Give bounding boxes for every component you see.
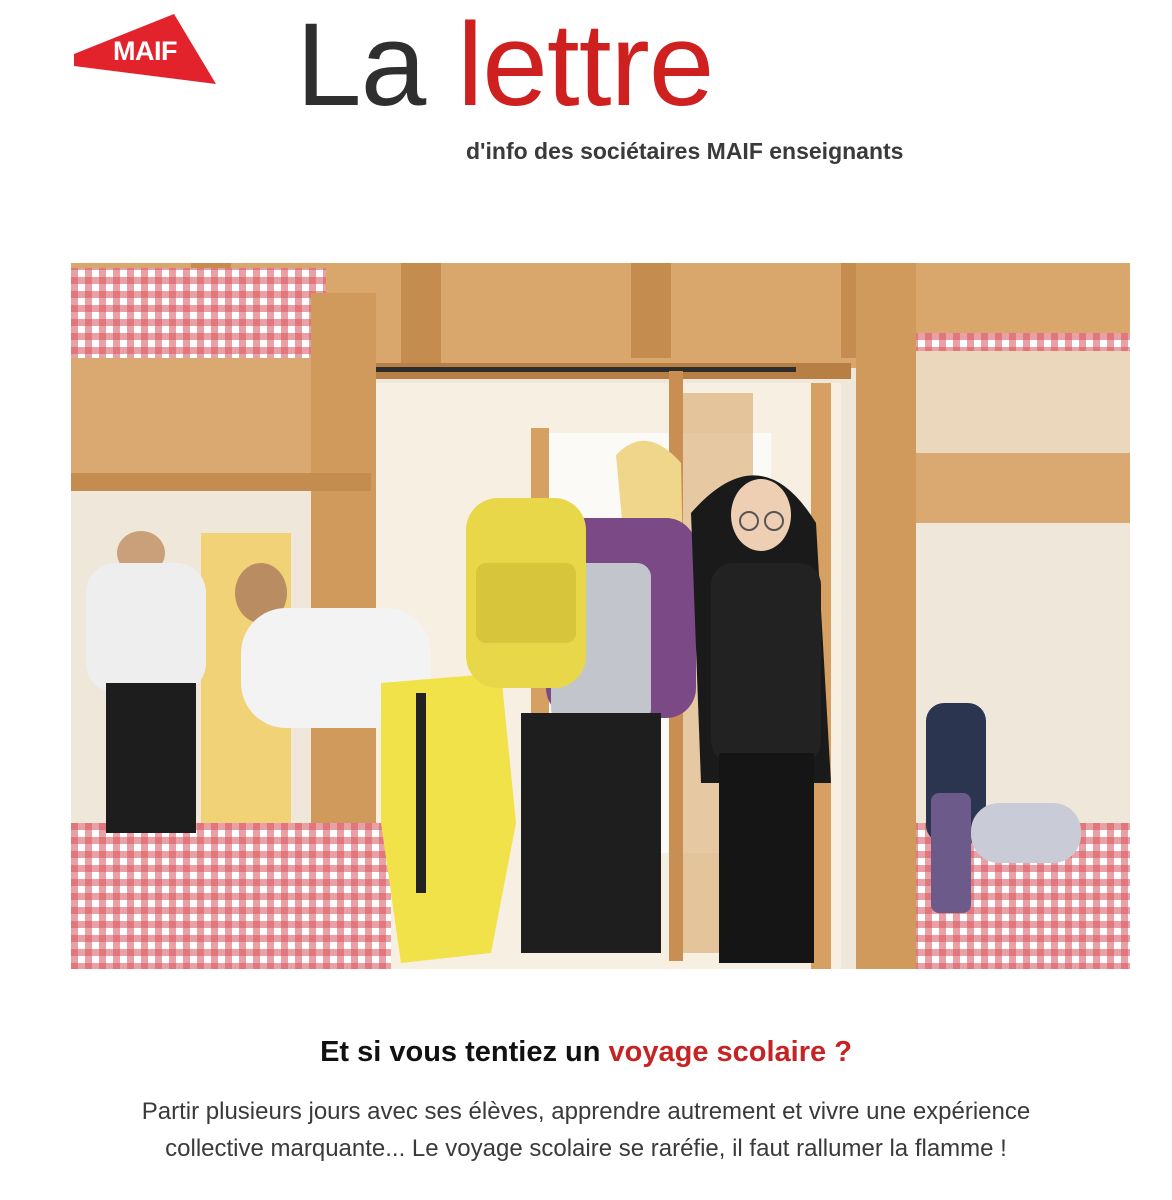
logo-text: MAIF <box>113 36 177 66</box>
headline-text: Et si vous tentiez un <box>320 1036 609 1068</box>
masthead-subtitle: d'info des sociétaires MAIF enseignants <box>466 138 904 164</box>
article-lede <box>60 1093 1112 1167</box>
hero-illustration <box>71 263 1130 969</box>
hero-photo[interactable] <box>71 263 1130 969</box>
maif-logo[interactable] <box>74 14 216 84</box>
lede-line-1: Partir plusieurs jours avec ses élèves, apprendre autrement et vivre une expérience <box>141 1098 1031 1125</box>
article-headline[interactable] <box>0 1036 1172 1069</box>
masthead-word-la: La <box>296 0 426 131</box>
lede-line-2: collective marquante... Le voyage scolaire se raréfie, il faut rallumer la flamme ! <box>165 1135 1007 1162</box>
masthead-title <box>296 0 713 130</box>
masthead-word-lettre: lettre <box>457 0 714 131</box>
headline-accent-link[interactable]: voyage scolaire ? <box>608 1036 852 1068</box>
